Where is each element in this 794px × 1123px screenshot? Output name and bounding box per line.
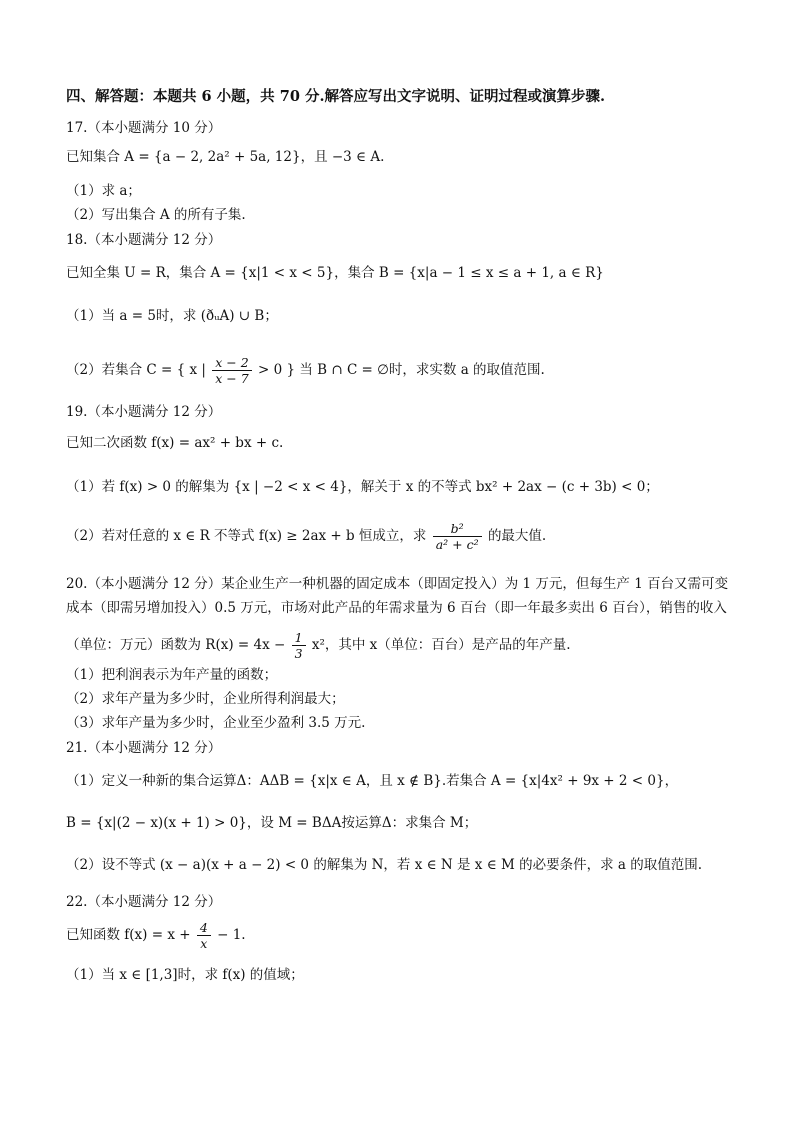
q21-part1-line2: B = {x|(2 − x)(x + 1) > 0}，设 M = BΔA按运算Δ：求集合 M； <box>66 815 478 831</box>
q19-part2-before: （2）若对任意的 x ∈ R 不等式 f(x) ≥ 2ax + b 恒成立，求 <box>66 528 427 544</box>
q18-part2-before: （2）若集合 C = { x | <box>66 362 206 378</box>
q19-fraction-numerator: b² <box>433 521 482 537</box>
q18-part2-after: > 0 } 当 B ∩ C = ∅时，求实数 a 的取值范围. <box>257 362 545 378</box>
q19-part2-fraction <box>433 521 482 552</box>
q19-part2 <box>66 521 546 552</box>
q19-header: 19.（本小题满分 12 分） <box>66 404 222 420</box>
q22-part1: （1）当 x ∈ [1,3]时，求 f(x) 的值域； <box>66 967 304 983</box>
q19-stem: 已知二次函数 f(x) = ax² + bx + c. <box>66 435 284 451</box>
q22-fraction-numerator: 4 <box>197 920 211 936</box>
q20-fraction <box>292 630 306 661</box>
q18-stem: 已知全集 U = R，集合 A = {x|1 < x < 5}，集合 B = {x|a − 1 ≤ x ≤ a + 1, a ∈ R} <box>66 265 604 281</box>
q22-stem-after: − 1. <box>217 927 246 943</box>
q21-header: 21.（本小题满分 12 分） <box>66 740 222 756</box>
q22-stem <box>66 920 246 951</box>
q18-fraction-numerator: x − 2 <box>212 355 251 371</box>
q18-part2 <box>66 355 545 386</box>
q18-part2-fraction <box>212 355 251 386</box>
q20-part1: （1）把利润表示为年产量的函数； <box>66 667 278 683</box>
q20-line3-after: x²，其中 x（单位：百台）是产品的年产量. <box>311 637 571 653</box>
q22-fraction-denominator: x <box>200 936 208 951</box>
q18-header: 18.（本小题满分 12 分） <box>66 232 222 248</box>
q22-fraction <box>197 920 211 951</box>
q21-part2: （2）设不等式 (x − a)(x + a − 2) < 0 的解集为 N，若 x ∈ N 是 x ∈ M 的必要条件，求 a 的取值范围. <box>66 857 703 873</box>
q20-part2: （2）求年产量为多少时，企业所得利润最大； <box>66 691 345 707</box>
q20-fraction-denominator: 3 <box>294 646 303 661</box>
q17-stem: 已知集合 A = {a − 2, 2a² + 5a, 12}，且 −3 ∈ A. <box>66 149 385 165</box>
q18-part1: （1）当 a = 5时，求 (ðᵤA) ∪ B； <box>66 308 278 324</box>
q20-line1: 20.（本小题满分 12 分）某企业生产一种机器的固定成本（即固定投入）为 1 万元，但每生产 1 百台又需可变 <box>66 576 729 592</box>
q20-fraction-numerator: 1 <box>292 630 306 646</box>
q19-part1: （1）若 f(x) > 0 的解集为 {x | −2 < x < 4}，解关于 x 的不等式 bx² + 2ax − (c + 3b) < 0； <box>66 479 659 495</box>
section-heading: 四、解答题：本题共 6 小题，共 70 分.解答应写出文字说明、证明过程或演算步骤. <box>66 88 606 105</box>
q22-stem-before: 已知函数 f(x) = x + <box>66 927 191 943</box>
q17-part2: （2）写出集合 A 的所有子集. <box>66 207 246 223</box>
q18-fraction-denominator: x − 7 <box>215 371 249 386</box>
q19-fraction-denominator: a² + c² <box>435 537 479 552</box>
q20-line3 <box>66 630 571 661</box>
q20-part3: （3）求年产量为多少时，企业至少盈利 3.5 万元. <box>66 715 366 731</box>
q19-part2-after: 的最大值. <box>487 528 547 544</box>
q21-part1-line1: （1）定义一种新的集合运算Δ：AΔB = {x|x ∈ A，且 x ∉ B}.若集合 A = {x|4x² + 9x + 2 < 0}， <box>66 773 679 789</box>
q17-part1: （1）求 a； <box>66 183 141 199</box>
q17-header: 17.（本小题满分 10 分） <box>66 120 222 136</box>
q20-line3-before: （单位：万元）函数为 R(x) = 4x − <box>66 637 286 653</box>
q22-header: 22.（本小题满分 12 分） <box>66 894 222 910</box>
q20-line2: 成本（即需另增加投入）0.5 万元，市场对此产品的年需求量为 6 百台（即一年最多卖出 6 百台），销售的收入 <box>66 600 727 616</box>
